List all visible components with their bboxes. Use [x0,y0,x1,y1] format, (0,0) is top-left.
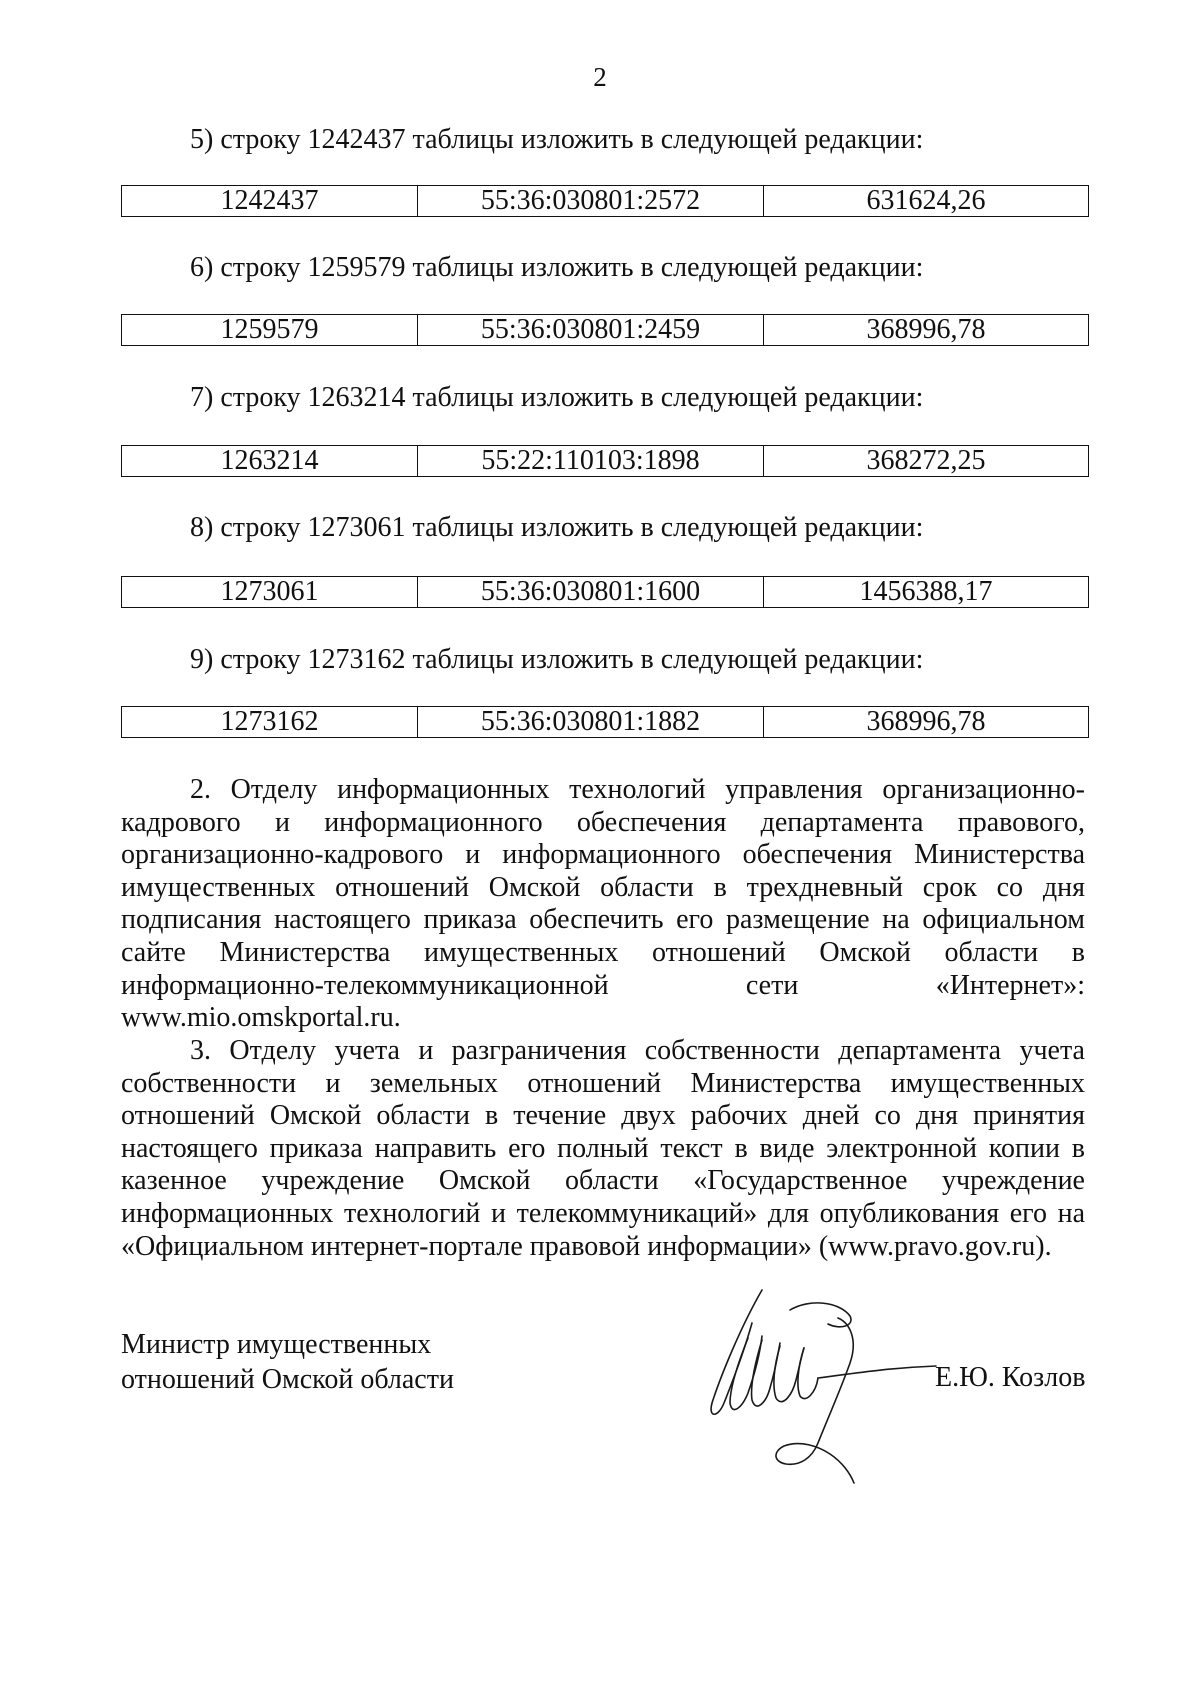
table-row-block [121,706,1089,738]
paragraph-2: 2. Отделу информационных технологий управления организационно-кадрового и информационного обеспечения департамента правового, организационно-кадрового и информационного обеспечения Министерства имущественных отношений Омской области в трехдневный срок со дня подписания настоящего приказа обеспечить его размещение на официальном сайте Министерства имущественных отношений Омской области в информационно-телекоммуникационной сети «Интернет»: www.mio.omskportal.ru. [121,774,1085,1034]
item-intro: 7) строку 1263214 таблицы изложить в следующей редакции: [190,382,924,413]
table-row-block [121,314,1089,346]
row-number-cell: 1273061 [122,577,418,608]
signatory-title-line-2: отношений Омской области [121,1364,454,1395]
table-row [122,446,1089,477]
signatory-title-line-1: Министр имущественных [121,1329,432,1360]
cadastral-number-cell: 55:36:030801:1600 [418,577,764,608]
cadastral-number-cell: 55:22:110103:1898 [418,446,764,477]
table-row [122,186,1089,217]
table-row-block [121,576,1089,608]
table-row [122,577,1089,608]
value-cell: 1456388,17 [764,577,1089,608]
item-intro: 5) строку 1242437 таблицы изложить в следующей редакции: [190,124,924,155]
signatory-name: Е.Ю. Козлов [935,1362,1086,1393]
page-number: 2 [593,62,607,92]
item-intro: 6) строку 1259579 таблицы изложить в следующей редакции: [190,252,924,283]
value-cell: 631624,26 [764,186,1089,217]
value-cell: 368996,78 [764,315,1089,346]
signatory-title [121,1327,454,1397]
value-cell: 368272,25 [764,446,1089,477]
row-number-cell: 1259579 [122,315,418,346]
table-row-block [121,185,1089,217]
table-row [122,315,1089,346]
item-intro: 9) строку 1273162 таблицы изложить в следующей редакции: [190,644,924,675]
handwritten-signature [700,1268,940,1488]
item-intro: 8) строку 1273061 таблицы изложить в следующей редакции: [190,512,924,543]
row-number-cell: 1273162 [122,707,418,738]
table-row [122,707,1089,738]
cadastral-number-cell: 55:36:030801:1882 [418,707,764,738]
cadastral-number-cell: 55:36:030801:2572 [418,186,764,217]
table-row-block [121,445,1089,477]
value-cell: 368996,78 [764,707,1089,738]
row-number-cell: 1242437 [122,186,418,217]
cadastral-number-cell: 55:36:030801:2459 [418,315,764,346]
paragraph-3: 3. Отделу учета и разграничения собственности департамента учета собственности и земельных отношений Министерства имущественных отношений Омской области в течение двух рабочих дней со дня принятия настоящего приказа направить его полный текст в виде электронной копии в казенное учреждение Омской области «Государственное учреждение информационных технологий и телекоммуникаций» для опубликования его на «Официальном интернет-портале правовой информации» (www.pravo.gov.ru). [121,1035,1085,1262]
row-number-cell: 1263214 [122,446,418,477]
